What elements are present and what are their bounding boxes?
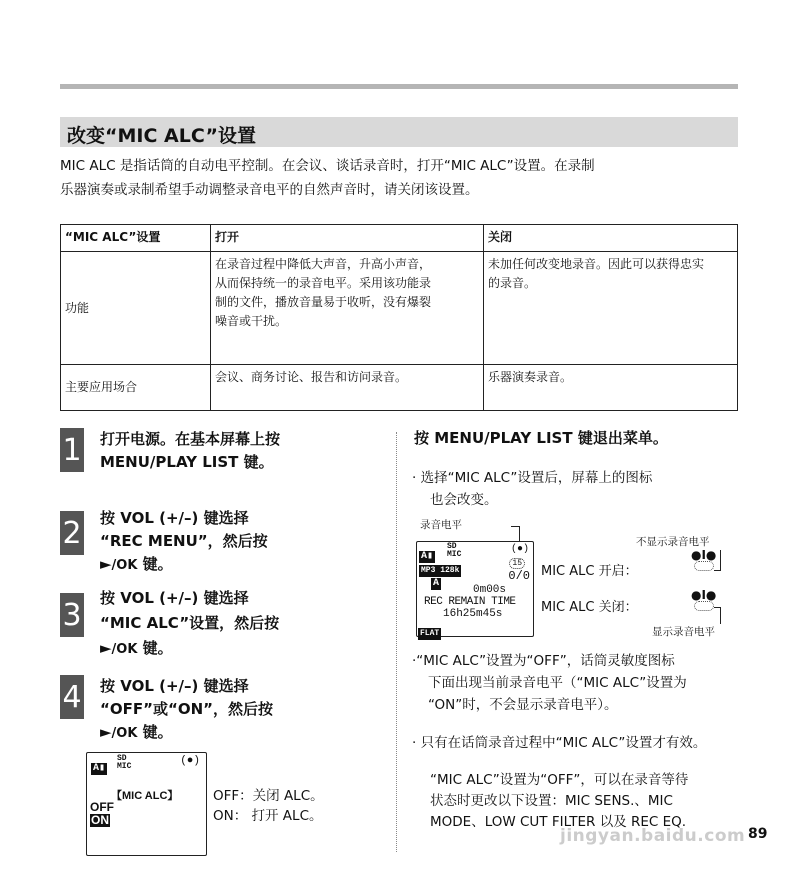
- play-ok-icon: ►: [100, 555, 112, 573]
- menu-screen: [86, 752, 207, 856]
- page-number: 89: [748, 826, 768, 842]
- folder-indicator: A: [433, 578, 440, 589]
- note-line: ·“MIC ALC”设置为“OFF”，话筒灵敏度图标: [412, 653, 675, 669]
- alc-on-label: MIC ALC 开启：: [541, 564, 638, 579]
- step-key-suffix: 键。: [142, 723, 173, 741]
- label-rec-level: 录音电平: [420, 519, 462, 531]
- exit-menu-title: 按 MENU/PLAY LIST 键退出菜单。: [414, 429, 668, 447]
- step-line: [100, 721, 273, 745]
- note-line: · 选择“MIC ALC”设置后，屏幕上的图标: [412, 470, 653, 486]
- remain-label: REC REMAIN TIME: [424, 596, 516, 608]
- mic-sens-icon-no-level: ●I●: [691, 550, 716, 573]
- row-label-function: 功能: [61, 252, 211, 365]
- step-3-text: [100, 586, 279, 662]
- function-on-line: 在录音过程中降低大声音，升高小声音，: [215, 257, 432, 271]
- sd-icon: SD: [117, 754, 127, 763]
- callout-show-level: [714, 607, 721, 624]
- option-off[interactable]: OFF: [90, 800, 114, 814]
- eq-indicator: FLAT: [420, 629, 440, 638]
- step-line: 打开电源。在基本屏幕上按: [100, 430, 281, 448]
- intro-paragraph: [60, 154, 750, 202]
- column-divider: [396, 432, 397, 852]
- row-label-usage: 主要应用场合: [61, 365, 211, 411]
- play-ok-icon: ►: [100, 639, 112, 657]
- mic-sensitivity-icon: (●): [180, 755, 200, 767]
- option-descriptions: [213, 786, 324, 826]
- ok-label: /OK: [111, 642, 138, 657]
- step-line: 按 VOL (+/–) 键选择: [100, 509, 249, 527]
- note-icon-change: [412, 467, 652, 511]
- step-key-suffix: 键。: [142, 639, 173, 657]
- step-key-suffix: 键。: [142, 555, 173, 573]
- battery-icon: A▮: [421, 551, 434, 562]
- step-line: 按 VOL (+/–) 键选择: [100, 677, 249, 695]
- elapsed-time: 0m00s: [473, 584, 507, 596]
- step-2-text: [100, 507, 268, 577]
- note-line: “ON”时，不会显示录音电平）。: [428, 697, 618, 713]
- intro-line-1: MIC ALC 是指话筒的自动电平控制。在会议、谈话录音时，打开“MIC ALC”设置。在录制: [60, 158, 595, 174]
- note-line: 下面出现当前录音电平（“MIC ALC”设置为: [428, 675, 687, 691]
- label-show-level: 显示录音电平: [652, 626, 715, 638]
- sd-icon: SD: [447, 542, 457, 551]
- ok-label: /OK: [111, 726, 138, 741]
- usage-on-cell: 会议、商务讨论、报告和访问录音。: [211, 365, 484, 411]
- function-off-line: 的录音。: [488, 276, 537, 290]
- option-list: [90, 801, 114, 827]
- file-count: 0/0: [508, 569, 530, 583]
- watermark: jingyan.baidu.com: [560, 826, 746, 846]
- sd-mic-indicator: [117, 755, 131, 771]
- callout-rec-level: [511, 526, 520, 541]
- mic-sens-icon-with-level: ●I●: [691, 590, 716, 613]
- step-2-number: 2: [60, 511, 84, 555]
- sd-mic-indicator: [447, 543, 461, 559]
- option-on-selected[interactable]: ON: [91, 813, 109, 827]
- function-on-line: 制的文件，播放音量易于收听，没有爆裂: [215, 295, 432, 309]
- note-off-level: [412, 650, 687, 716]
- note-line: MODE、LOW CUT FILTER 以及 REC EQ.: [430, 814, 687, 830]
- play-ok-icon: ►: [100, 723, 112, 741]
- function-on-line: 噪音或干扰。: [215, 314, 288, 328]
- intro-line-2: 乐器演奏或录制希望手动调整录音电平的自然声音时，请关闭该设置。: [60, 182, 479, 198]
- step-line: “REC MENU”，然后按: [100, 532, 268, 550]
- step-4-text: [100, 675, 273, 745]
- step-line: [100, 636, 279, 662]
- step-1-text: [100, 428, 280, 474]
- step-3-number: 3: [60, 593, 84, 637]
- rec-level-meter: 15: [509, 558, 525, 569]
- top-rule: [60, 84, 738, 89]
- note-standby-settings: [430, 770, 688, 833]
- label-no-level: 不显示录音电平: [636, 536, 710, 548]
- callout-no-level: [714, 550, 721, 571]
- function-on-line: 从而保持统一的录音电平。采用该功能录: [215, 276, 432, 290]
- menu-title: 【MIC ALC】: [111, 790, 179, 802]
- step-line: “OFF”或“ON”，然后按: [100, 700, 273, 718]
- step-4-number: 4: [60, 675, 84, 719]
- table-header-off: 关闭: [484, 225, 738, 252]
- mic-label: MIC: [117, 762, 132, 771]
- function-on-cell: [211, 252, 484, 365]
- note-line: “MIC ALC”设置为“OFF”，可以在录音等待: [430, 772, 689, 788]
- section-title: 改变“MIC ALC”设置: [67, 125, 256, 147]
- alc-off-label: MIC ALC 关闭：: [541, 600, 638, 615]
- alc-settings-table: [60, 224, 738, 411]
- mic-label: MIC: [447, 550, 462, 559]
- table-header-on: 打开: [211, 225, 484, 252]
- ok-label: /OK: [111, 558, 138, 573]
- step-line: 按 VOL (+/–) 键选择: [100, 589, 249, 607]
- on-description: ON： 打开 ALC。: [213, 808, 323, 824]
- format-indicator: MP3 128k: [421, 566, 460, 575]
- function-off-cell: [484, 252, 738, 365]
- step-line: “MIC ALC”设置，然后按: [100, 614, 280, 632]
- note-mic-only: · 只有在话筒录音过程中“MIC ALC”设置才有效。: [412, 735, 707, 751]
- usage-off-cell: 乐器演奏录音。: [484, 365, 738, 411]
- battery-icon: A▮: [93, 763, 106, 774]
- step-line: MENU/PLAY LIST 键。: [100, 453, 274, 471]
- step-line: [100, 553, 268, 577]
- note-line: 也会改变。: [430, 492, 498, 508]
- recorder-screen: [416, 541, 534, 637]
- off-description: OFF：关闭 ALC。: [213, 788, 324, 804]
- function-off-line: 未加任何改变地录音。因此可以获得忠实: [488, 257, 705, 271]
- remain-time: 16h25m45s: [443, 608, 503, 620]
- table-header-setting: “MIC ALC”设置: [61, 225, 211, 252]
- mic-sensitivity-icon: (●): [510, 544, 529, 555]
- note-line: 状态时更改以下设置：MIC SENS.、MIC: [430, 793, 673, 809]
- step-1-number: 1: [60, 428, 84, 472]
